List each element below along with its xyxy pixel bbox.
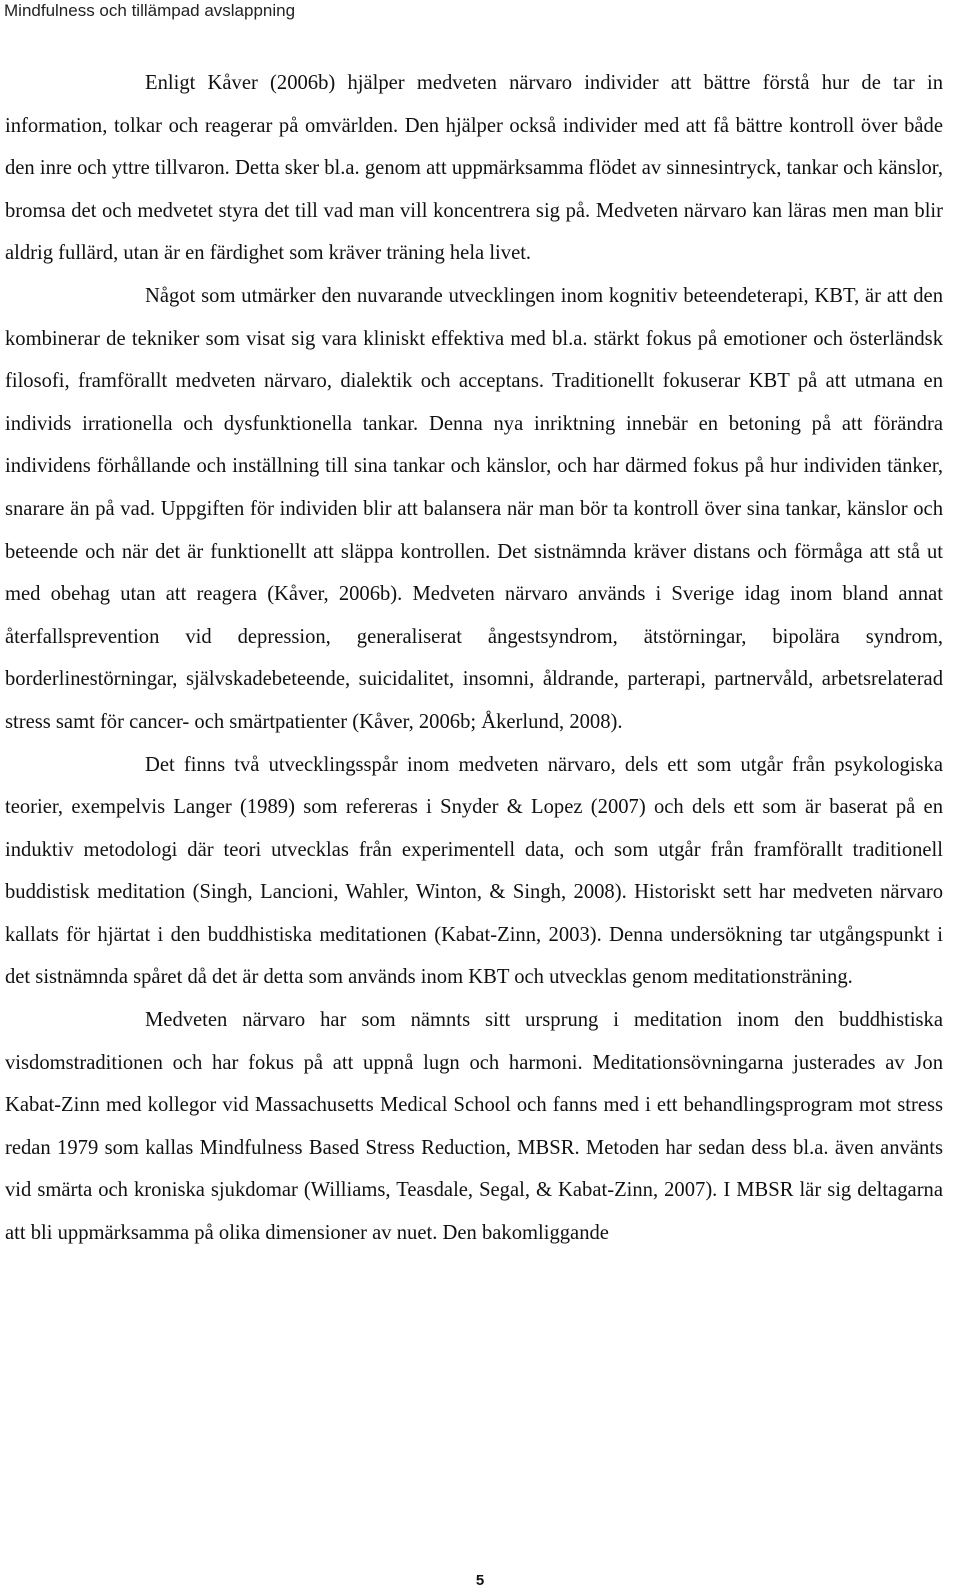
paragraph-3: Det finns två utvecklingsspår inom medveten närvaro, dels ett som utgår från psykologiska teorier, exempelvis Langer (1989) som refereras i Snyder & Lopez (2007) och dels ett som är baserat på en induktiv metodologi där teori utvecklas från experimentell data, och som utgår från framförallt traditionell buddistisk meditation (Singh, Lancioni, Wahler, Winton, & Singh, 2008). Historiskt sett har medveten närvaro kallats för hjärtat i den buddhistiska meditationen (Kabat-Zinn, 2003). Denna undersökning tar utgångspunkt i det sistnämnda spåret då det är detta som används inom KBT och utvecklas genom meditationsträning. [5, 753, 943, 989]
page-number: 5 [475, 1572, 485, 1589]
paragraph-1: Enligt Kåver (2006b) hjälper medveten närvaro individer att bättre förstå hur de tar in information, tolkar och reagerar på omvärlden. Den hjälper också individer med att få bättre kontroll över både den inre och yttre tillvaron. Detta sker bl.a. genom att uppmärksamma flödet av sinnesintryck, tankar och känslor, bromsa det och medvetet styra det till vad man vill koncentrera sig på. Medveten närvaro kan läras men man blir aldrig fullärd, utan är en färdighet som kräver träning hela livet. [5, 72, 943, 265]
paragraph-4: Medveten närvaro har som nämnts sitt ursprung i meditation inom den buddhistiska visdomstraditionen och har fokus på att uppnå lugn och harmoni. Meditationsövningarna justerades av Jon Kabat-Zinn med kollegor vid Massachusetts Medical School och fanns med i ett behandlingsprogram mot stress redan 1979 som kallas Mindfulness Based Stress Reduction, MBSR. Metoden har sedan dess bl.a. även använts vid smärta och kroniska sjukdomar (Williams, Teasdale, Segal, & Kabat-Zinn, 2007). I MBSR lär sig deltagarna att bli uppmärksamma på olika dimensioner av nuet. Den bakomliggande [5, 1009, 943, 1245]
running-header: Mindfulness och tillämpad avslappning [4, 1, 296, 20]
paragraph-2: Något som utmärker den nuvarande utvecklingen inom kognitiv beteendeterapi, KBT, är att den kombinerar de tekniker som visat sig vara kliniskt effektiva med bl.a. stärkt fokus på emotioner och österländsk filosofi, framförallt medveten närvaro, dialektik och acceptans. Traditionellt fokuserar KBT på att utmana en individs irrationella och dysfunktionella tankar. Denna nya inriktning innebär en betoning på att förändra individens förhållande och inställning till sina tankar och känslor, och har därmed fokus på hur individen tänker, snarare än på vad. Uppgiften för individen blir att balansera när man bör ta kontroll över sina tankar, känslor och beteende och när det är funktionellt att släppa kontrollen. Det sistnämnda kräver distans och förmåga att stå ut med obehag utan att reagera (Kåver, 2006b). Medveten närvaro används i Sverige idag inom bland annat återfallsprevention vid depression, generaliserat ångestsyndrom, ätstörningar, bipolära syndrom, borderlinestörningar, självskadebeteende, suicidalitet, insomni, åldrande, parterapi, partnervåld, arbetsrelaterad stress samt för cancer- och smärtpatienter (Kåver, 2006b; Åkerlund, 2008). [5, 284, 943, 733]
body-text [5, 62, 943, 1255]
